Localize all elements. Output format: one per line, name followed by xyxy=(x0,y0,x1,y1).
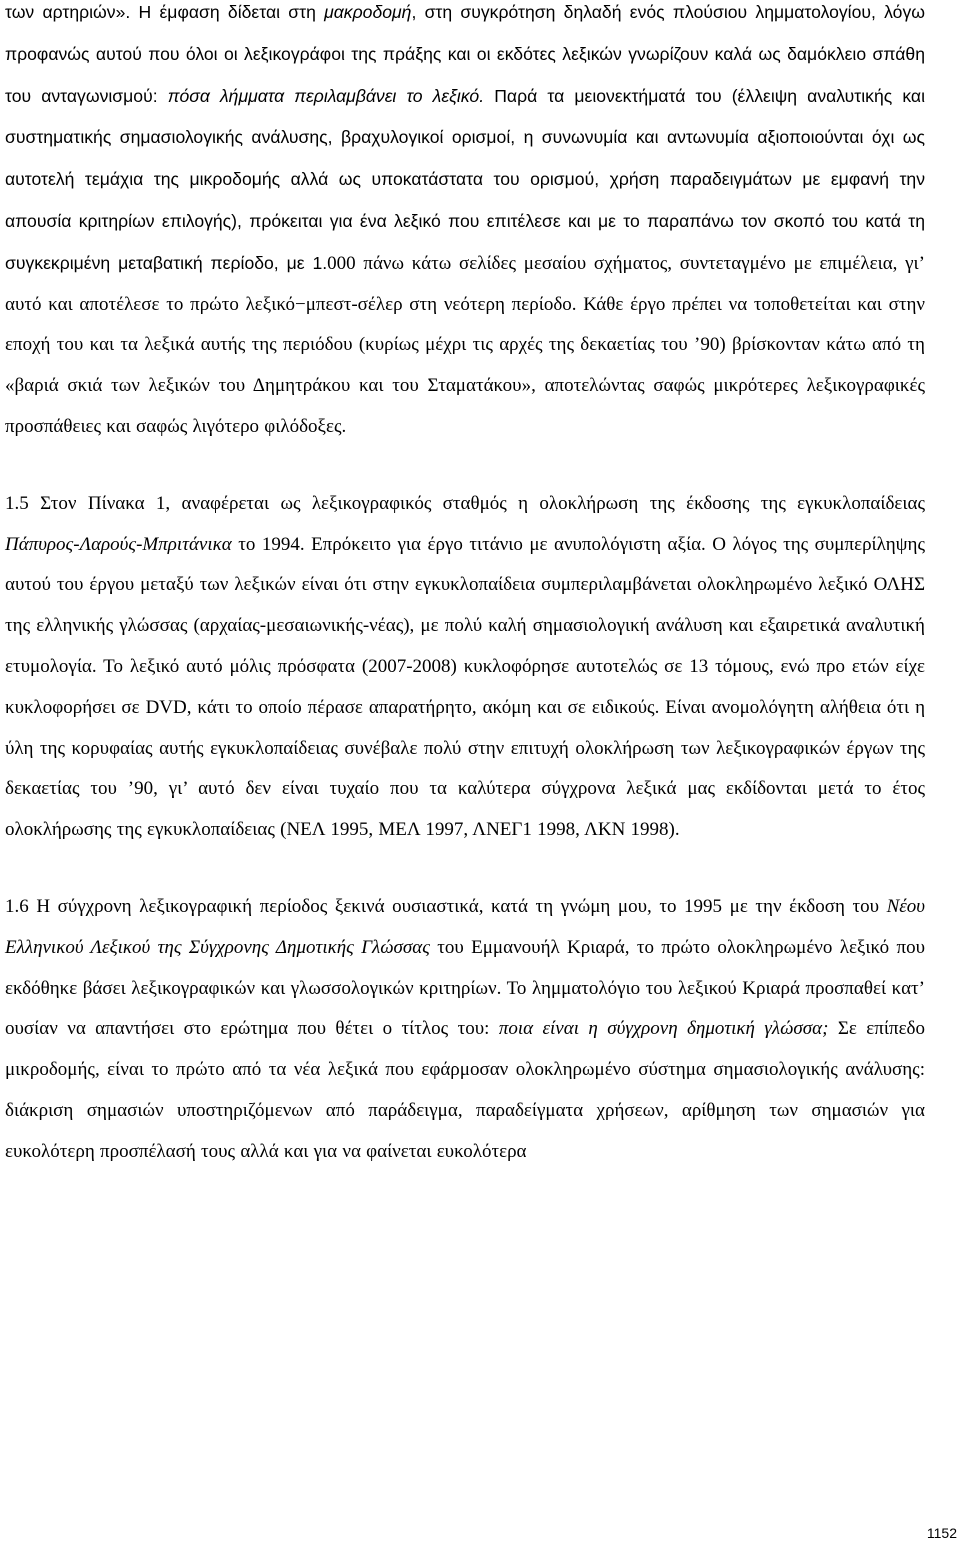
paragraph-1-6-text-cont: του Εμμανουήλ Κριαρά, το πρώτο ολοκληρωμένο λεξικό που εκδόθηκε βάσει λεξικογραφικών και γλωσσολογικών κριτηρίων. Το λημματολόγιο του λεξικού Κριαρά προσπαθεί κατ’ ουσίαν να απαντήσει στο ερώτημα που θέτει ο τίτλος του: xyxy=(5,936,925,1040)
paragraph-1-5-text-end: το 1994. Επρόκειτο για έργο τιτάνιο με ανυπολόγιστη αξία. Ο λόγος της συμπερίληψης αυτού του έργου μεταξύ των λεξικών είναι ότι στην εγκυκλοπαίδεια συμπεριλαμβάνεται ολοκληρωμένο λεξικό ΟΛΗΣ της ελληνικής γλώσσας (αρχαίας-μεσαιωνικής-νέας), με πολύ καλή σημασιολογική ανάλυση και εξαιρετικά αναλυτική ετυμολογία. Το λεξικό αυτό μόλις πρόσφατα (2007-2008) κυκλοφόρησε αυτοτελώς σε 13 τόμους, ενώ προ ετών είχε κυκλοφορήσει σε DVD, κάτι το οποίο πέρασε απαρατήρητο, ακόμη και σε ειδικούς. Είναι ανομολόγητη αλήθεια ότι η ύλη της κορυφαίας αυτής εγκυκλοπαίδειας συνέβαλε πολύ στην επιτυχή ολοκλήρωση των λεξικογραφικών έργων της δεκαετίας του ’90, γι’ αυτό δεν είναι τυχαίο που τα καλύτερα σύγχρονα λεξικά μας εκδίδονται μετά το έτος ολοκλήρωσης της εγκυκλοπαίδειας (ΝΕΛ 1995, ΜΕΛ 1997, ΛΝΕΓ1 1998, ΛΚΝ 1998). xyxy=(5,533,925,841)
page-number: 1152 xyxy=(926,1525,957,1541)
paragraph-1-text-cont: , στη συγκρότηση δηλαδή ενός πλούσιου λημματολογίου, λόγω προφανώς αυτού που όλοι οι λεξικογράφοι της πράξης και οι εκδότες λεξικών γνωρίζουν καλά ως δαμόκλειο σπάθη του ανταγωνισμού: xyxy=(5,2,925,106)
paragraph-1-5-text-start: 1.5 Στον Πίνακα 1, αναφέρεται ως λεξικογραφικός σταθμός η ολοκλήρωση της έκδοσης της εγκυκλοπαίδειας xyxy=(5,492,925,514)
paragraph-1-text-mid: Παρά τα μειονεκτήματά του (έλλειψη αναλυτικής και συστηματικής σημασιολογικής ανάλυσης, βραχυλογικοί ορισμοί, η συνωνυμία και αντωνυμία αξιοποιούνται όχι ως αυτοτελή τεμάχια της μικροδομής αλλά ως υποκατάστατα του ορισμού, χρήση παραδειγμάτων με εμφανή την απουσία κριτηρίων επιλογής), πρόκειται για ένα λεξικό που επιτέλεσε και με το παραπάνω τον σκοπό του κατά τη συγκεκριμένη μεταβατική περίοδο, με 1. xyxy=(5,85,925,273)
emphasis-title-question: ποια είναι η σύγχρονη δημοτική γλώσσα; xyxy=(498,1018,829,1040)
emphasis-kriaras-title: Νέου Ελληνικού Λεξικού της Σύγχρονης Δημοτικής Γλώσσας xyxy=(5,895,925,958)
paragraph-1-6 xyxy=(5,887,925,1173)
emphasis-makrodomi: μακροδομή xyxy=(324,2,412,22)
paragraph-1 xyxy=(5,0,925,448)
paragraph-1-5 xyxy=(5,484,925,851)
paragraph-1-text-end: Κάθε έργο πρέπει να τοποθετείται και στην εποχή του και τα λεξικά αυτής της περιόδου (κυρίως μέχρι τις αρχές της δεκαετίας του ’90) βρίσκονταν κάτω από τη «βαριά σκιά των λεξικών του Δημητράκου και του Σταματάκου», αποτελώντας σαφώς μικρότερες λεξικογραφικές προσπάθειες και σαφώς λιγότερο φιλόδοξες. xyxy=(5,293,925,437)
paragraph-1-text-serif: 000 πάνω κάτω σελίδες μεσαίου σχήματος, συντεταγμένο με επιμέλεια, γι’ αυτό και αποτέλεσε το πρώτο λεξικό−μπεστ-σέλερ στη νεότερη περίοδο. xyxy=(5,252,925,315)
paragraph-1-text-start: των αρτηριών». Η έμφαση δίδεται στη xyxy=(5,2,325,22)
paragraph-1-6-text-end: Σε επίπεδο μικροδομής, είναι το πρώτο από τα νέα λεξικά που εφάρμοσαν ολοκληρωμένο σύστημα σημασιολογικής ανάλυσης: διάκριση σημασιών υποστηριζόμενων από παράδειγμα, παραδείγματα χρήσεων, αρίθμηση των σημασιών για ευκολότερη προσπέλασή τους αλλά και για να φαίνεται ευκολότερα xyxy=(5,1018,926,1162)
document-page xyxy=(5,0,925,1173)
emphasis-lemmata-question: πόσα λήμματα περιλαμβάνει το λεξικό. xyxy=(167,85,485,106)
paragraph-1-6-text-start: 1.6 Η σύγχρονη λεξικογραφική περίοδος ξεκινά ουσιαστικά, κατά τη γνώμη μου, το 1995 με την έκδοση του xyxy=(5,895,887,917)
emphasis-papyros-larous: Πάπυρος-Λαρούς-Μπριτάνικα xyxy=(5,533,232,555)
